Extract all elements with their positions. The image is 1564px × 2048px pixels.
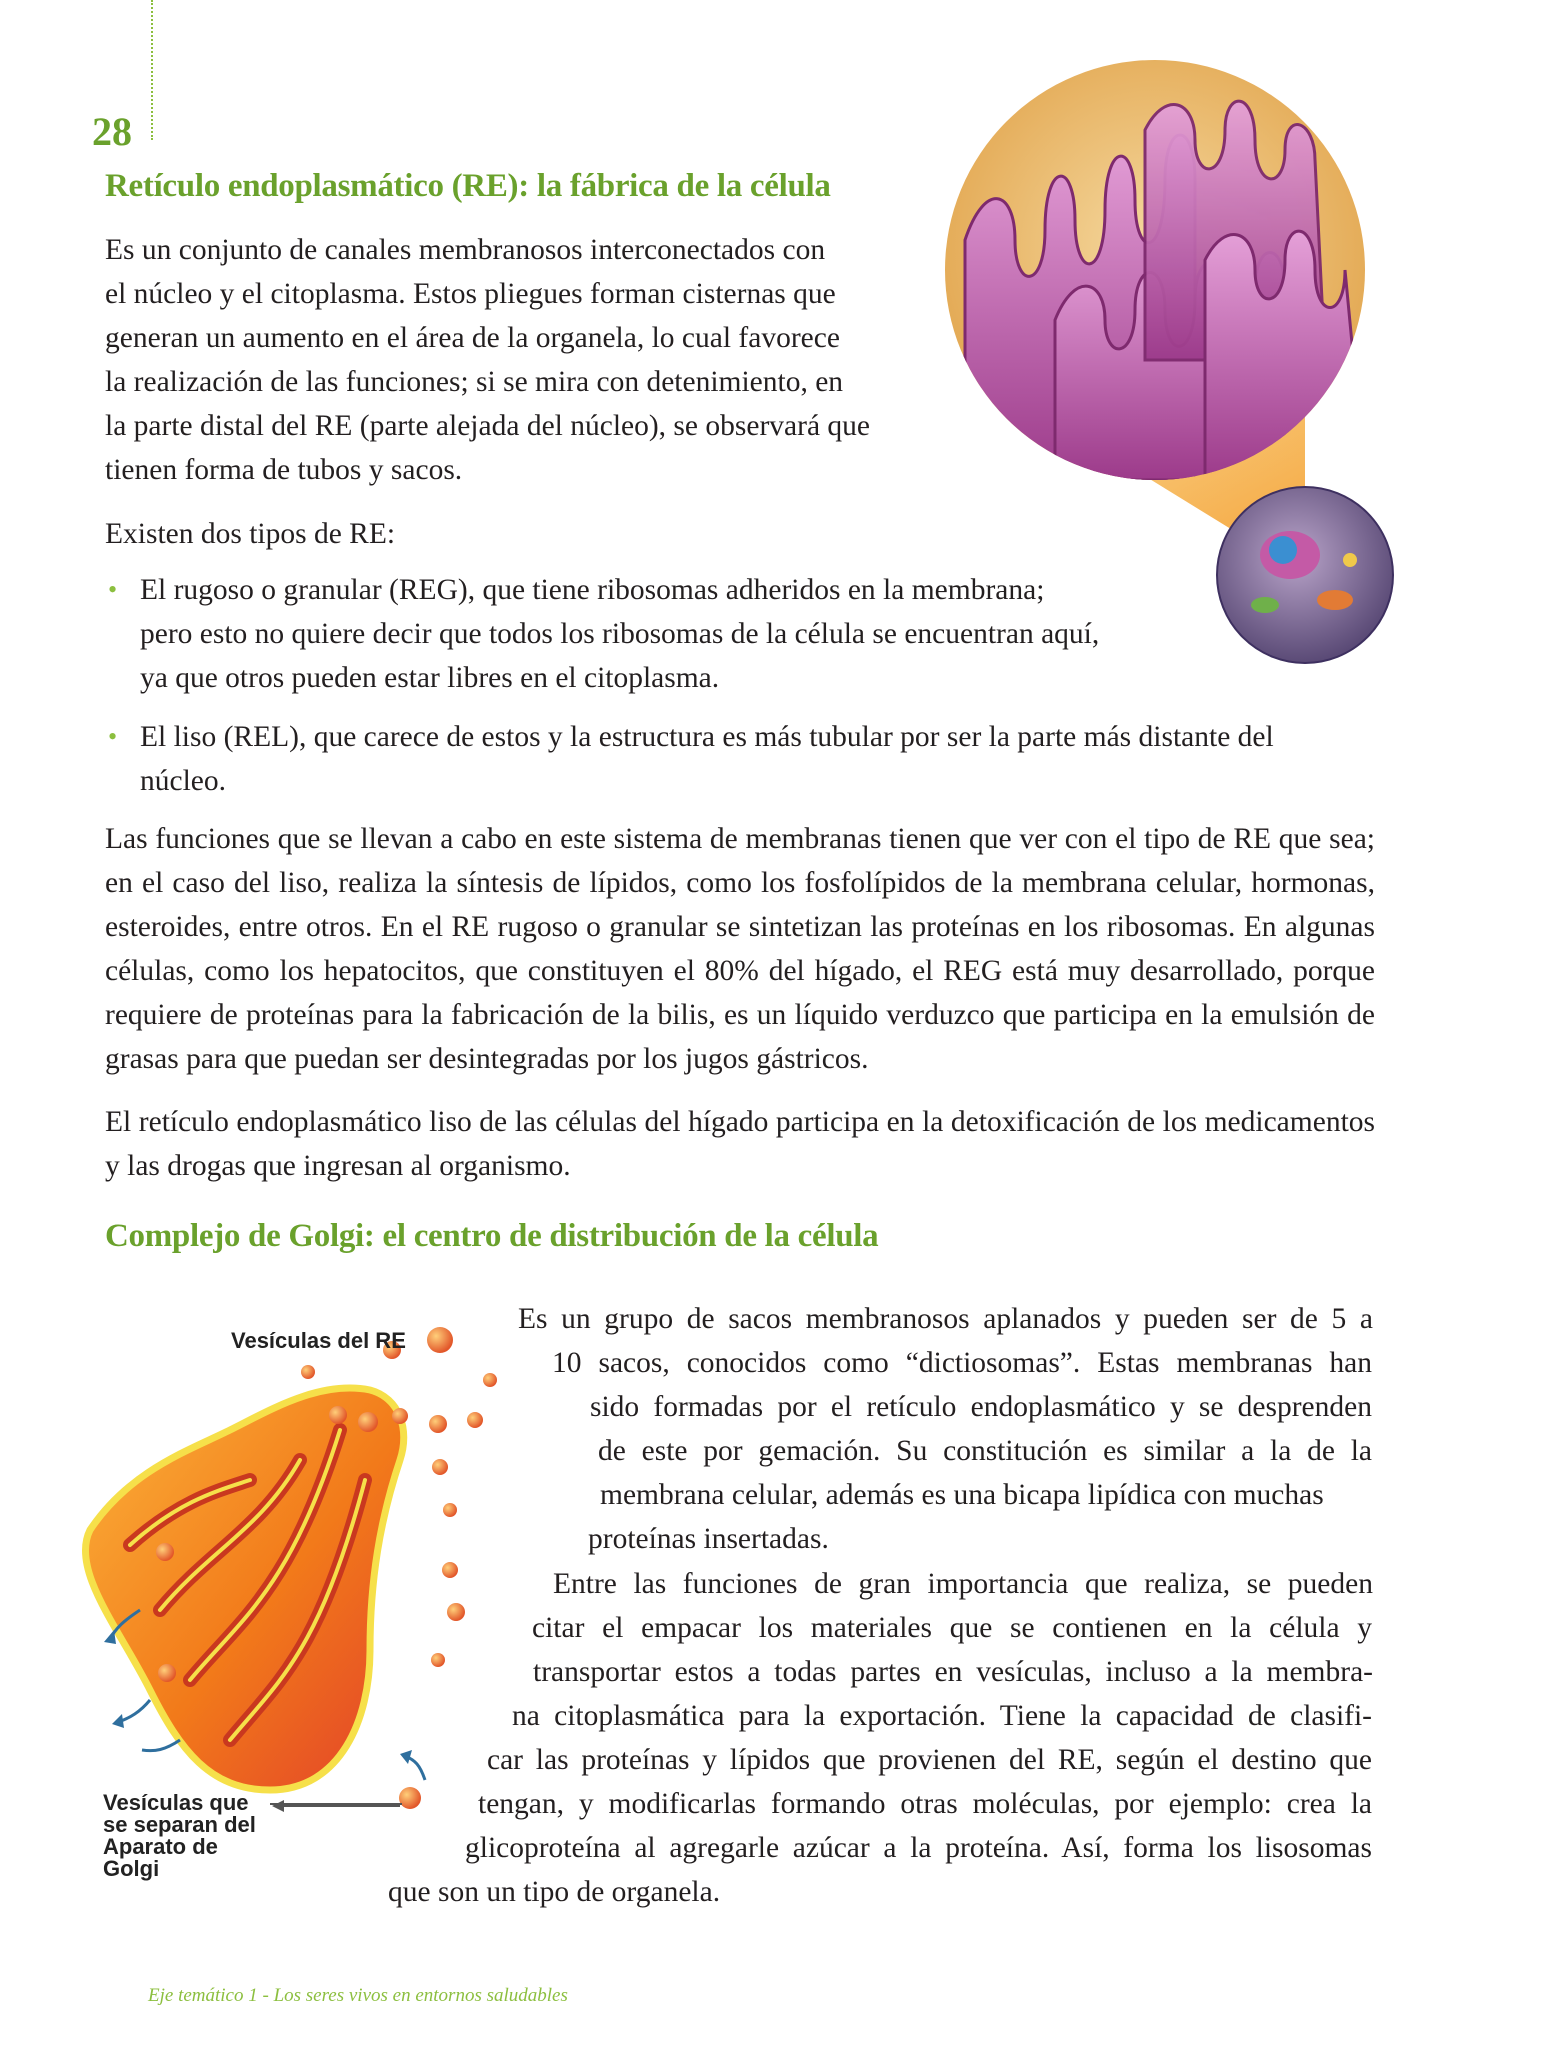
golgi-p1-line: de este por gemación. Su constitución es similar a la de la: [598, 1435, 1372, 1467]
re-intro-paragraph: [105, 228, 935, 492]
page-number: 28: [92, 109, 132, 154]
label-vesicles-golgi: [103, 1792, 256, 1880]
label-line: Golgi: [103, 1856, 160, 1881]
bullet-item-reg: [108, 568, 1200, 700]
golgi-illustration: [70, 1320, 530, 1840]
bullet-line: pero esto no quiere decir que todos los ribosomas de la célula se encuentran aquí,: [140, 618, 1100, 650]
re-types-intro: Existen dos tipos de RE:: [105, 518, 396, 550]
golgi-p2-line: glicoproteína al agregarle azúcar a la proteína. Así, forma los lisosomas: [465, 1832, 1372, 1864]
label-arrow: [270, 1796, 410, 1816]
golgi-p1-line: membrana celular, además es una bicapa lipídica con muchas: [600, 1479, 1324, 1511]
page-footer: Eje temático 1 - Los seres vivos en entornos saludables: [148, 1985, 568, 2006]
re-functions-paragraph: Las funciones que se llevan a cabo en este sistema de membranas tienen que ver con el tipo de RE que sea; en el caso del liso, realiza la síntesis de lípidos, como los fosfolípidos de la membrana celular, hormonas, esteroides, entre otros. En el RE rugoso o granular se sintetizan las proteínas en los ribosomas. En algunas células, como los hepatocitos, que constituyen el 80% del hígado, el REG está muy desarrollado, porque requiere de proteínas para la fabricación de la bilis, es un líquido verduzco que participa en la emulsión de grasas para que puedan ser desintegradas por los jugos gástricos.: [105, 823, 1375, 1075]
label-line: Vesículas que: [103, 1790, 249, 1815]
golgi-p2-line: que son un tipo de organela.: [388, 1876, 721, 1908]
re-intro-line: tienen forma de tubos y sacos.: [105, 454, 463, 486]
bullet-line: El rugoso o granular (REG), que tiene ribosomas adheridos en la membrana;: [140, 574, 1045, 606]
golgi-p2-line: tengan, y modificarlas formando otras moléculas, por ejemplo: crea la: [478, 1788, 1372, 1820]
golgi-p2-line: car las proteínas y lípidos que provienen del RE, según el destino que: [487, 1744, 1372, 1776]
re-intro-line: Es un conjunto de canales membranosos interconectados con: [105, 234, 826, 266]
label-vesicles-re: Vesículas del RE: [231, 1328, 406, 1353]
re-intro-line: la realización de las funciones; si se mira con detenimiento, en: [105, 366, 844, 398]
golgi-p2-line: Entre las funciones de gran importancia que realiza, se pueden: [553, 1568, 1373, 1600]
section-title-re: Retículo endoplasmático (RE): la fábrica de la célula: [105, 168, 831, 204]
golgi-body: [85, 1388, 403, 1790]
golgi-p1-line: sido formadas por el retículo endoplasmático y se desprenden: [590, 1391, 1372, 1423]
re-intro-line: generan un aumento en el área de la organela, lo cual favorece: [105, 322, 840, 354]
re-intro-line: la parte distal del RE (parte alejada del núcleo), se observará que: [105, 410, 871, 442]
label-line: Aparato de: [103, 1834, 218, 1859]
re-liver-paragraph: El retículo endoplasmático liso de las células del hígado participa en la detoxificación de los medicamentos y las drogas que ingresan al organismo.: [105, 1106, 1375, 1182]
re-intro-line: el núcleo y el citoplasma. Estos pliegues forman cisternas que: [105, 278, 836, 310]
golgi-p2-line: na citoplasmática para la exportación. Tiene la capacidad de clasifi-: [512, 1700, 1372, 1732]
bullet-line: núcleo.: [140, 765, 227, 797]
section-title-golgi: Complejo de Golgi: el centro de distribución de la célula: [105, 1218, 879, 1254]
bullet-dot: •: [108, 575, 118, 604]
cell-thumbnail: [1217, 487, 1393, 663]
golgi-p2-line: transportar estos a todas partes en vesículas, incluso a la membra-: [533, 1656, 1373, 1688]
golgi-p1-line: proteínas insertadas.: [588, 1523, 829, 1555]
golgi-p1-line: 10 sacos, conocidos como “dictiosomas”. Estas membranas han: [552, 1347, 1372, 1379]
bullet-line: ya que otros pueden estar libres en el citoplasma.: [140, 662, 720, 694]
golgi-p1-line: Es un grupo de sacos membranosos aplanados y pueden ser de 5 a: [518, 1303, 1373, 1335]
golgi-p2-line: citar el empacar los materiales que se contienen en la célula y: [532, 1612, 1372, 1644]
bullet-dot: •: [108, 722, 118, 751]
bullet-item-rel: [108, 715, 1380, 803]
label-line: se separan del: [103, 1812, 256, 1837]
margin-dotted-line: [151, 0, 153, 140]
bullet-line: El liso (REL), que carece de estos y la estructura es más tubular por ser la parte más distante del: [140, 721, 1274, 753]
